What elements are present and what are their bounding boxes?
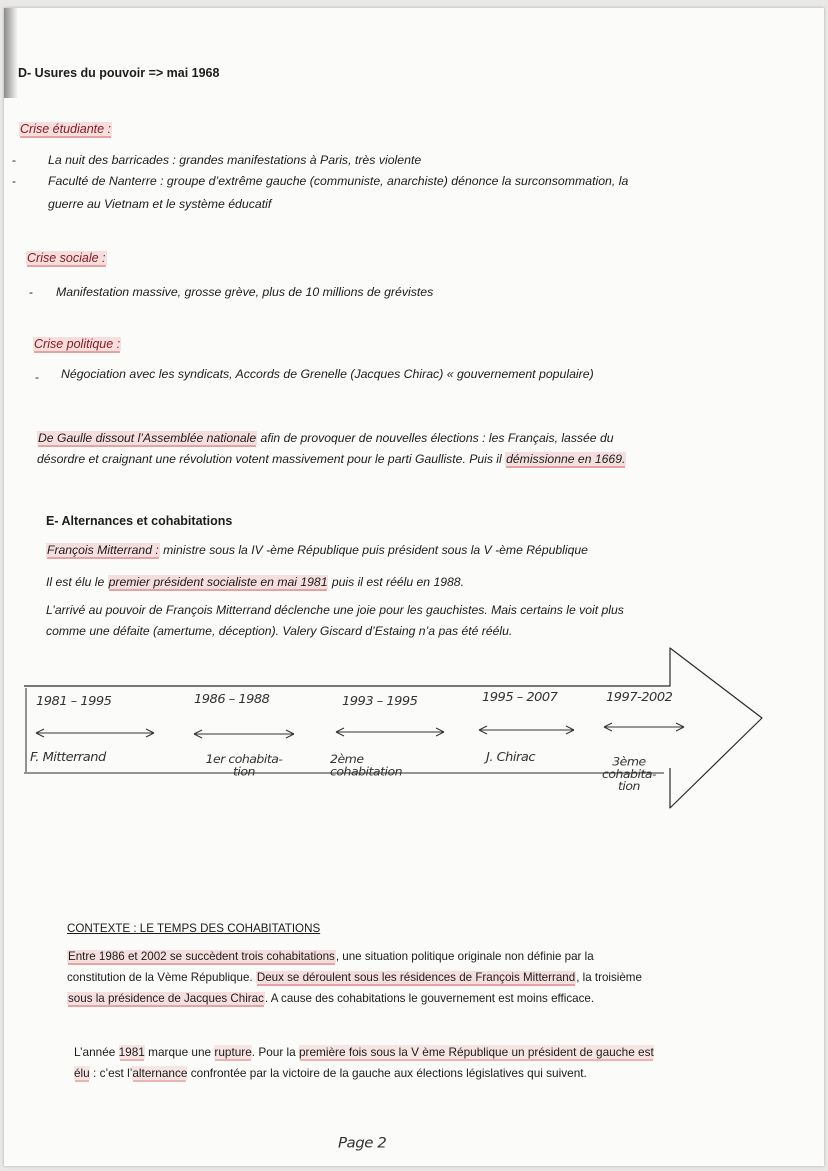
timeline-arrow	[4, 638, 824, 818]
timeline-years-2: 1986 – 1988	[194, 692, 270, 707]
mitterrand-arrival-paragraph: L’arrivé au pouvoir de François Mitterrand déclenche une joie pour les gauchistes. Mais certains le voit plus comme une défaite (amertume, déception). Valery Giscard d’Estaing n’a pas été réélu.	[46, 603, 624, 638]
timeline-label-cohab-2: 2ème cohabitation	[330, 751, 403, 779]
section-e-title: E- Alternances et cohabitations	[46, 514, 233, 528]
student-crisis-bullet-1: La nuit des barricades : grandes manifestations à Paris, très violente	[48, 153, 422, 167]
page-number: Page 2	[338, 1134, 387, 1152]
bullet-dash: -	[29, 285, 33, 299]
social-crisis-bullet: Manifestation massive, grosse grève, plus de 10 millions de grévistes	[56, 285, 434, 299]
student-crisis-heading: Crise étudiante :	[20, 122, 112, 136]
timeline-label-cohab-1: 1er cohabita- tion	[205, 751, 283, 779]
year-1981-paragraph: L’année 1981 marque une rupture. Pour la première fois sous la V ème République un président de gauche est élu : c’est l’alternance confrontée par la victoire de la gauche aux élections législatives qui suivent.	[74, 1045, 654, 1080]
double-arrow-1	[36, 729, 154, 737]
timeline-arrows	[36, 723, 684, 738]
bullet-dash: -	[12, 174, 16, 188]
context-title: CONTEXTE : LE TEMPS DES COHABITATIONS	[67, 922, 321, 935]
social-crisis-heading: Crise sociale :	[27, 251, 106, 265]
double-arrow-2	[194, 730, 294, 738]
mitterrand-line: François Mitterrand : ministre sous la IV -ème République puis président sous la V -ème République	[47, 543, 588, 557]
bullet-dash: -	[35, 370, 39, 384]
timeline-label-cohab-3: 3ème cohabita- tion	[601, 754, 657, 793]
double-arrow-4	[479, 726, 574, 734]
timeline-years-4: 1995 – 2007	[482, 690, 558, 705]
political-crisis-heading: Crise politique :	[34, 337, 121, 351]
political-crisis-bullet: Négociation avec les syndicats, Accords de Grenelle (Jacques Chirac) « gouvernement populaire)	[61, 367, 594, 381]
double-arrow-3	[336, 728, 444, 736]
context-paragraph: Entre 1986 et 2002 se succèdent trois cohabitations, une situation politique originale non définie par la constitution de la Vème République. Deux se déroulent sous les résidences de François Mitterrand, la troisième sous la présidence de Jacques Chirac. A cause des cohabitations le gouvernement est moins efficace.	[67, 950, 642, 1005]
timeline-years-1: 1981 – 1995	[36, 694, 112, 709]
section-d-title: D- Usures du pouvoir => mai 1968	[18, 66, 220, 80]
degaulle-paragraph: De Gaulle dissout l’Assemblée nationale afin de provoquer de nouvelles élections : les Français, lassée du désordre et craignant une révolution votent massivement pour le parti Gaulliste. Puis il démissionne en 1669.	[37, 431, 626, 466]
timeline-years-3: 1993 – 1995	[342, 694, 418, 709]
double-arrow-5	[604, 723, 684, 731]
bullet-dash: -	[12, 153, 16, 167]
timeline-years-5: 1997-2002	[606, 690, 673, 705]
student-crisis-bullet-2: Faculté de Nanterre : groupe d’extrême gauche (communiste, anarchiste) dénonce la surconsommation, la	[48, 174, 629, 188]
timeline-label-mitterrand: F. Mitterrand	[30, 750, 106, 765]
student-crisis-bullet-2-cont: guerre au Vietnam et le système éducatif	[48, 197, 272, 211]
timeline-label-chirac: J. Chirac	[486, 750, 535, 765]
document-page	[4, 8, 824, 1166]
mitterrand-elected-line: Il est élu le premier président socialiste en mai 1981 puis il est réélu en 1988.	[46, 575, 464, 589]
